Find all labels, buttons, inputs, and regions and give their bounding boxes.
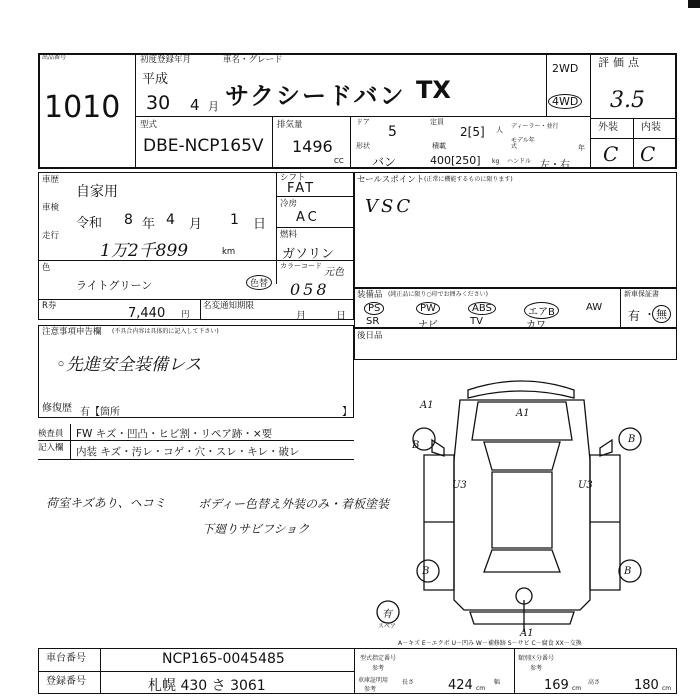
sales-text: VSC: [365, 196, 414, 217]
displacement-label: 排気量: [277, 120, 303, 130]
color-change: 色替: [246, 275, 272, 290]
plate-label: 登録番号: [46, 676, 86, 687]
notes-sub: (不具合内容は具体的に記入して下さい): [112, 328, 219, 335]
ac-label: 冷房: [280, 199, 298, 209]
type-code: DBE-NCP165V: [143, 136, 264, 156]
deadline-label: 名変通知期限: [203, 301, 255, 311]
height: 180: [634, 678, 659, 693]
exterior-label: 外装: [598, 122, 618, 133]
load: 400[250]: [430, 154, 481, 167]
shift-label: シフト: [280, 173, 306, 183]
chassis: NCP165-0045485: [162, 651, 285, 667]
damage-mark: B: [422, 566, 430, 577]
r-label: R券: [42, 301, 57, 311]
load-label: 積載: [432, 142, 446, 150]
length: 424: [448, 678, 473, 693]
class-label: 類別区分番号: [518, 655, 555, 662]
inspection-year-char: 年: [142, 217, 156, 232]
equipment-item-top: PS: [364, 302, 384, 315]
repair-label: 修復歴: [42, 403, 72, 414]
color-label: 色: [42, 263, 51, 273]
fuel-label: 燃料: [280, 230, 298, 240]
year-char: 年: [578, 144, 585, 152]
yen-unit: 円: [181, 310, 190, 320]
history-label: 車歴: [42, 175, 60, 185]
rear-label: 後日品: [357, 331, 383, 341]
reg-month: 4: [190, 96, 200, 114]
doors: 5: [388, 124, 397, 140]
ac: AC: [296, 210, 320, 225]
score-label: 評価点: [598, 56, 643, 69]
equipment-item-top: ABS: [468, 302, 496, 315]
capacity-unit: 人: [496, 126, 503, 134]
hand-note-3: 下廻りサビフショク: [202, 522, 310, 536]
damage-mark: A1: [520, 628, 534, 639]
lot-label: 出品番号: [42, 54, 67, 61]
first-reg-label: 初度登録年月: [140, 55, 192, 65]
warranty-separator: ・: [644, 308, 655, 321]
equipment-label: 装備品: [357, 290, 383, 300]
capacity: 2[5]: [460, 125, 485, 139]
equipment-item-bottom: SR: [366, 316, 380, 327]
deadline-day: 日: [336, 311, 346, 322]
inspection-label: 車検: [42, 203, 60, 213]
spec-ref: 参考: [372, 665, 385, 672]
width: 169: [544, 678, 569, 693]
drive-2wd: 2WD: [552, 62, 579, 75]
repair-value: 有【箇所: [80, 407, 120, 418]
handle: 左・右: [540, 160, 570, 171]
mileage: 1万2千899: [100, 241, 189, 261]
damage-legend: A－キズ E－エクボ U－凹み W－補修跡 S－サビ C－腐食 XX－交換: [398, 640, 582, 647]
spec-label: 型式指定番号: [360, 655, 397, 662]
notes: ◦先進安全装備レス: [56, 355, 202, 375]
equipment-item-top: AW: [586, 302, 603, 313]
grade: TX: [416, 76, 451, 104]
model-year-label: モデル年式: [511, 137, 535, 150]
reg-month-unit: 月: [208, 100, 219, 113]
r-amount: 7,440: [128, 306, 166, 321]
score: 3.5: [610, 88, 645, 113]
width-label: 幅: [494, 679, 501, 686]
inspection-day-char: 日: [253, 217, 267, 232]
fuel: ガソリン: [282, 247, 335, 262]
capacity-label: 定員: [430, 118, 444, 126]
inspection-month-char: 月: [189, 217, 203, 232]
spare-sub: スペア: [378, 623, 397, 630]
warranty-label: 新車保証書: [624, 290, 659, 298]
equipment-sub: (純正品に限り○印でお囲みください): [388, 291, 488, 298]
notes-label: 注意事項申告欄: [42, 327, 102, 337]
damage-mark: U3: [452, 480, 467, 491]
damage-mark: A1: [420, 400, 434, 411]
reg-year: 30: [146, 92, 171, 114]
kg-unit: kg: [492, 158, 500, 165]
equipment-item-bottom: TV: [470, 316, 483, 327]
interior-grade: C: [640, 142, 656, 166]
color-code-label: カラーコード: [280, 262, 322, 270]
inspector-row-2: 内装 キズ・汚レ・コゲ・穴・スレ・キレ・破レ: [76, 446, 300, 458]
shift: FAT: [287, 181, 316, 196]
shape-label: 形状: [356, 142, 370, 150]
model-name: サクシードバン: [225, 82, 406, 110]
inspector-label-1: 検査員: [38, 429, 64, 439]
inspection-day: 1: [230, 212, 239, 228]
inspector-label-2: 記入欄: [38, 443, 64, 453]
warranty-yes: 有: [628, 309, 641, 323]
length-cm: cm: [476, 685, 486, 692]
height-cm: cm: [662, 685, 672, 692]
dealer-label: ディーラー・並行: [511, 123, 559, 130]
plate: 札幌 430 さ 3061: [148, 678, 266, 694]
height-label: 高さ: [588, 679, 601, 686]
damage-mark: A1: [516, 408, 530, 419]
cert-label: 車庫証明用: [358, 677, 389, 684]
damage-mark: B: [412, 440, 420, 451]
door-label: ドア: [356, 118, 370, 126]
inspection-month: 4: [166, 212, 175, 228]
km-unit: km: [222, 247, 236, 257]
interior-label: 内装: [641, 122, 661, 133]
hand-note-2: ボディー色替え外装のみ・着板塗装: [198, 497, 390, 511]
inspection-era: 令和: [76, 216, 103, 231]
shape: バン: [372, 155, 397, 169]
sales-label: セールスポイント: [357, 175, 425, 185]
type-label: 型式: [140, 120, 158, 130]
lot-number: 1010: [44, 90, 121, 125]
chassis-label: 車台番号: [46, 653, 86, 664]
hand-note-1: 荷室キズあり、ヘコミ: [46, 496, 166, 510]
displacement: 1496: [292, 137, 333, 156]
equipment-item-bottom: ナビ: [418, 320, 438, 331]
equipment-item-top: PW: [416, 302, 440, 315]
equipment-item-bottom: カワ: [526, 320, 546, 331]
length-label: 長さ: [402, 679, 415, 686]
color-code-note: 元色: [324, 267, 344, 278]
exterior-grade: C: [603, 142, 619, 166]
damage-mark: B: [628, 434, 636, 445]
warranty-no: 無: [652, 305, 671, 323]
color: ライトグリーン: [76, 279, 153, 292]
damage-mark: B: [624, 566, 632, 577]
cc-unit: CC: [334, 157, 344, 165]
history: 自家用: [76, 184, 118, 200]
inspection-year: 8: [124, 212, 133, 228]
inspector-row-1: FW キズ・凹凸・ヒビ割・リペア跡・×要: [76, 428, 273, 440]
deadline-month: 月: [296, 311, 306, 322]
color-code: 058: [290, 280, 330, 299]
era: 平成: [142, 72, 169, 87]
sales-sub: (正常に機能するものに限ります): [424, 176, 513, 183]
cert-ref: 参考: [364, 686, 377, 693]
damage-mark: U3: [578, 480, 593, 491]
model-label: 車名・グレード: [223, 55, 283, 65]
class-ref: 参考: [530, 665, 543, 672]
equipment-item-top: エアB: [524, 302, 559, 319]
width-cm: cm: [572, 685, 582, 692]
handle-label: ハンドル: [507, 158, 532, 165]
mileage-label: 走行: [42, 231, 60, 241]
drive-4wd: 4WD: [548, 94, 582, 109]
repair-close: 】: [342, 407, 352, 418]
spare-label: 有: [382, 609, 392, 620]
